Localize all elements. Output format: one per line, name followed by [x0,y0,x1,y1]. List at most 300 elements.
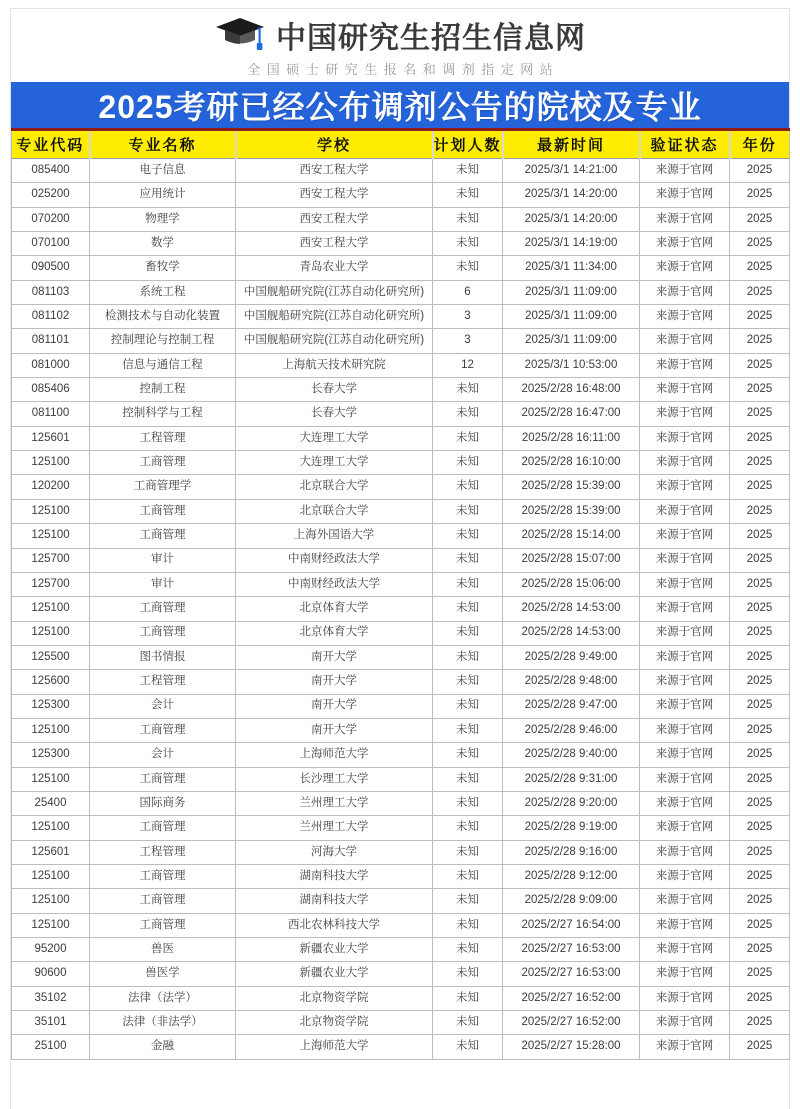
cell-major-code: 070100 [12,232,90,256]
cell-verify-state: 来源于官网 [640,280,730,304]
table-row [12,207,790,231]
table-row [12,159,790,183]
cell-year: 2025 [730,256,790,280]
cell-plan-count: 未知 [433,938,503,962]
cell-major-code: 085400 [12,159,90,183]
cell-major-code: 070200 [12,207,90,231]
cell-year: 2025 [730,864,790,888]
col-header-major-code: 专业代码 [12,130,90,159]
cell-major-code: 125500 [12,645,90,669]
cell-plan-count: 未知 [433,232,503,256]
table-row [12,1035,790,1059]
cell-major-code: 125100 [12,597,90,621]
cell-verify-state: 来源于官网 [640,256,730,280]
cell-major-code: 25100 [12,1035,90,1059]
cell-plan-count: 未知 [433,962,503,986]
cell-latest-time: 2025/3/1 11:34:00 [503,256,640,280]
cell-verify-state: 来源于官网 [640,840,730,864]
cell-latest-time: 2025/2/28 16:48:00 [503,378,640,402]
table-row [12,962,790,986]
table-row [12,256,790,280]
cell-year: 2025 [730,694,790,718]
table-row [12,767,790,791]
cell-year: 2025 [730,840,790,864]
cell-year: 2025 [730,913,790,937]
cell-verify-state: 来源于官网 [640,207,730,231]
cell-plan-count: 未知 [433,791,503,815]
cell-plan-count: 未知 [433,864,503,888]
cell-verify-state: 来源于官网 [640,718,730,742]
cell-plan-count: 未知 [433,572,503,596]
cell-year: 2025 [730,548,790,572]
cell-school: 北京体育大学 [236,621,433,645]
cell-plan-count: 未知 [433,451,503,475]
cell-verify-state: 来源于官网 [640,767,730,791]
cell-major-name: 金融 [90,1035,236,1059]
cell-year: 2025 [730,743,790,767]
cell-school: 长春大学 [236,378,433,402]
cell-school: 北京联合大学 [236,475,433,499]
col-header-school: 学校 [236,130,433,159]
cell-plan-count: 未知 [433,256,503,280]
cell-school: 长沙理工大学 [236,767,433,791]
table-header-row [12,130,790,159]
cell-verify-state: 来源于官网 [640,791,730,815]
cell-major-name: 物理学 [90,207,236,231]
cell-major-code: 085406 [12,378,90,402]
cell-latest-time: 2025/2/28 9:47:00 [503,694,640,718]
cell-major-code: 125300 [12,743,90,767]
cell-plan-count: 未知 [433,913,503,937]
cell-major-name: 信息与通信工程 [90,353,236,377]
col-header-latest-time: 最新时间 [503,130,640,159]
cell-school: 大连理工大学 [236,426,433,450]
cell-latest-time: 2025/2/28 15:07:00 [503,548,640,572]
cell-plan-count: 3 [433,305,503,329]
cell-latest-time: 2025/2/28 9:49:00 [503,645,640,669]
cell-verify-state: 来源于官网 [640,159,730,183]
cell-major-code: 95200 [12,938,90,962]
graduation-cap-icon [214,16,266,56]
col-header-major-name: 专业名称 [90,130,236,159]
table-row [12,645,790,669]
cell-major-code: 025200 [12,183,90,207]
cell-verify-state: 来源于官网 [640,524,730,548]
cell-latest-time: 2025/2/27 16:54:00 [503,913,640,937]
cell-major-name: 工商管理 [90,816,236,840]
table-row [12,524,790,548]
cell-latest-time: 2025/2/28 9:40:00 [503,743,640,767]
cell-major-name: 工商管理 [90,524,236,548]
cell-year: 2025 [730,280,790,304]
cell-major-code: 090500 [12,256,90,280]
table-row [12,232,790,256]
cell-school: 北京联合大学 [236,499,433,523]
cell-latest-time: 2025/2/28 16:11:00 [503,426,640,450]
cell-major-name: 法律（非法学） [90,1011,236,1035]
cell-verify-state: 来源于官网 [640,986,730,1010]
cell-verify-state: 来源于官网 [640,913,730,937]
cell-school: 湖南科技大学 [236,889,433,913]
cell-plan-count: 未知 [433,670,503,694]
cell-year: 2025 [730,816,790,840]
cell-major-name: 工商管理 [90,451,236,475]
cell-school: 兰州理工大学 [236,816,433,840]
cell-major-name: 图书情报 [90,645,236,669]
cell-major-name: 工商管理 [90,597,236,621]
cell-major-code: 125100 [12,864,90,888]
cell-plan-count: 未知 [433,378,503,402]
cell-verify-state: 来源于官网 [640,670,730,694]
cell-major-code: 125700 [12,548,90,572]
table-row [12,499,790,523]
cell-plan-count: 未知 [433,159,503,183]
cell-major-code: 125601 [12,840,90,864]
site-header [11,9,789,82]
cell-school: 中国舰船研究院(江苏自动化研究所) [236,305,433,329]
cell-school: 中国舰船研究院(江苏自动化研究所) [236,280,433,304]
cell-latest-time: 2025/2/28 15:39:00 [503,475,640,499]
table-row [12,329,790,353]
cell-school: 湖南科技大学 [236,864,433,888]
cell-major-name: 工商管理 [90,913,236,937]
cell-major-code: 125100 [12,524,90,548]
table-row [12,743,790,767]
cell-year: 2025 [730,572,790,596]
cell-verify-state: 来源于官网 [640,378,730,402]
cell-plan-count: 未知 [433,816,503,840]
cell-year: 2025 [730,451,790,475]
cell-verify-state: 来源于官网 [640,499,730,523]
table-row [12,402,790,426]
table-row [12,913,790,937]
cell-major-name: 工程管理 [90,426,236,450]
cell-major-name: 工商管理 [90,621,236,645]
cell-school: 北京物资学院 [236,1011,433,1035]
cell-major-name: 兽医学 [90,962,236,986]
cell-plan-count: 未知 [433,986,503,1010]
cell-major-name: 工商管理 [90,889,236,913]
cell-major-name: 电子信息 [90,159,236,183]
cell-year: 2025 [730,962,790,986]
cell-major-code: 081101 [12,329,90,353]
cell-major-name: 工商管理 [90,767,236,791]
cell-verify-state: 来源于官网 [640,694,730,718]
cell-latest-time: 2025/3/1 14:19:00 [503,232,640,256]
cell-major-name: 畜牧学 [90,256,236,280]
cell-school: 西安工程大学 [236,159,433,183]
cell-plan-count: 未知 [433,402,503,426]
cell-major-name: 会计 [90,743,236,767]
cell-major-code: 120200 [12,475,90,499]
cell-latest-time: 2025/3/1 14:21:00 [503,159,640,183]
cell-major-name: 检测技术与自动化装置 [90,305,236,329]
col-header-year: 年份 [730,130,790,159]
cell-major-code: 081100 [12,402,90,426]
site-logo [214,20,586,56]
cell-year: 2025 [730,353,790,377]
cell-latest-time: 2025/2/28 9:48:00 [503,670,640,694]
cell-major-name: 工程管理 [90,840,236,864]
cell-verify-state: 来源于官网 [640,864,730,888]
cell-major-code: 125100 [12,889,90,913]
cell-major-name: 控制工程 [90,378,236,402]
table-row [12,864,790,888]
cell-school: 青岛农业大学 [236,256,433,280]
cell-latest-time: 2025/3/1 11:09:00 [503,280,640,304]
cell-latest-time: 2025/2/27 15:28:00 [503,1035,640,1059]
cell-year: 2025 [730,767,790,791]
cell-year: 2025 [730,986,790,1010]
cell-verify-state: 来源于官网 [640,548,730,572]
cell-school: 西安工程大学 [236,232,433,256]
table-row [12,694,790,718]
col-header-verify-state: 验证状态 [640,130,730,159]
cell-year: 2025 [730,645,790,669]
cell-school: 上海师范大学 [236,743,433,767]
cell-plan-count: 未知 [433,645,503,669]
cell-latest-time: 2025/2/27 16:52:00 [503,1011,640,1035]
cell-major-code: 125600 [12,670,90,694]
cell-latest-time: 2025/2/28 14:53:00 [503,597,640,621]
cell-plan-count: 未知 [433,718,503,742]
cell-school: 北京物资学院 [236,986,433,1010]
cell-verify-state: 来源于官网 [640,889,730,913]
cell-verify-state: 来源于官网 [640,451,730,475]
cell-school: 兰州理工大学 [236,791,433,815]
cell-plan-count: 未知 [433,597,503,621]
cell-plan-count: 12 [433,353,503,377]
cell-year: 2025 [730,426,790,450]
banner-title: 2025考研已经公布调剂公告的院校及专业 [98,89,702,125]
cell-major-code: 081000 [12,353,90,377]
cell-latest-time: 2025/2/28 15:39:00 [503,499,640,523]
cell-verify-state: 来源于官网 [640,475,730,499]
cell-latest-time: 2025/2/28 15:14:00 [503,524,640,548]
cell-year: 2025 [730,402,790,426]
table-row [12,305,790,329]
cell-school: 南开大学 [236,645,433,669]
cell-latest-time: 2025/3/1 11:09:00 [503,329,640,353]
table-row [12,621,790,645]
table-row [12,548,790,572]
cell-latest-time: 2025/2/28 9:16:00 [503,840,640,864]
cell-major-code: 081102 [12,305,90,329]
cell-year: 2025 [730,791,790,815]
cell-year: 2025 [730,938,790,962]
cell-major-code: 081103 [12,280,90,304]
adjustment-table-wrap [11,128,789,1060]
cell-school: 河海大学 [236,840,433,864]
cell-major-name: 工商管理 [90,499,236,523]
cell-major-name: 法律（法学） [90,986,236,1010]
cell-verify-state: 来源于官网 [640,426,730,450]
cell-plan-count: 未知 [433,183,503,207]
cell-latest-time: 2025/3/1 14:20:00 [503,207,640,231]
cell-verify-state: 来源于官网 [640,305,730,329]
page-card [10,8,790,1109]
cell-verify-state: 来源于官网 [640,1011,730,1035]
cell-plan-count: 未知 [433,840,503,864]
cell-major-name: 国际商务 [90,791,236,815]
cell-year: 2025 [730,621,790,645]
cell-verify-state: 来源于官网 [640,743,730,767]
cell-school: 南开大学 [236,718,433,742]
table-row [12,597,790,621]
cell-major-name: 工商管理 [90,864,236,888]
cell-major-code: 125100 [12,499,90,523]
cell-major-code: 125100 [12,621,90,645]
table-row [12,840,790,864]
cell-year: 2025 [730,232,790,256]
cell-year: 2025 [730,670,790,694]
cell-school: 西北农林科技大学 [236,913,433,937]
table-row [12,475,790,499]
cell-latest-time: 2025/2/28 9:31:00 [503,767,640,791]
cell-latest-time: 2025/2/28 15:06:00 [503,572,640,596]
table-row [12,183,790,207]
cell-major-name: 数学 [90,232,236,256]
table-row [12,889,790,913]
cell-plan-count: 未知 [433,1035,503,1059]
cell-major-code: 125300 [12,694,90,718]
cell-year: 2025 [730,159,790,183]
cell-major-name: 系统工程 [90,280,236,304]
cell-year: 2025 [730,597,790,621]
table-row [12,816,790,840]
cell-plan-count: 未知 [433,694,503,718]
cell-major-name: 审计 [90,572,236,596]
cell-major-name: 应用统计 [90,183,236,207]
cell-plan-count: 未知 [433,889,503,913]
cell-major-code: 125601 [12,426,90,450]
cell-latest-time: 2025/3/1 10:53:00 [503,353,640,377]
cell-latest-time: 2025/3/1 14:20:00 [503,183,640,207]
cell-plan-count: 3 [433,329,503,353]
cell-major-name: 控制科学与工程 [90,402,236,426]
cell-school: 西安工程大学 [236,183,433,207]
adjustment-table [11,128,790,1060]
cell-year: 2025 [730,1011,790,1035]
cell-year: 2025 [730,305,790,329]
cell-latest-time: 2025/2/28 16:47:00 [503,402,640,426]
cell-school: 中南财经政法大学 [236,548,433,572]
cell-year: 2025 [730,183,790,207]
cell-latest-time: 2025/2/28 14:53:00 [503,621,640,645]
cell-plan-count: 未知 [433,426,503,450]
cell-verify-state: 来源于官网 [640,938,730,962]
cell-school: 中南财经政法大学 [236,572,433,596]
table-row [12,280,790,304]
cell-latest-time: 2025/2/28 9:20:00 [503,791,640,815]
cell-school: 中国舰船研究院(江苏自动化研究所) [236,329,433,353]
cell-verify-state: 来源于官网 [640,232,730,256]
cell-verify-state: 来源于官网 [640,402,730,426]
table-row [12,791,790,815]
cell-school: 南开大学 [236,694,433,718]
table-row [12,670,790,694]
cell-verify-state: 来源于官网 [640,329,730,353]
cell-latest-time: 2025/2/27 16:53:00 [503,938,640,962]
cell-year: 2025 [730,718,790,742]
cell-verify-state: 来源于官网 [640,621,730,645]
cell-plan-count: 未知 [433,499,503,523]
cell-school: 上海师范大学 [236,1035,433,1059]
table-row [12,378,790,402]
cell-plan-count: 未知 [433,207,503,231]
cell-major-code: 35102 [12,986,90,1010]
cell-major-code: 125100 [12,913,90,937]
cell-latest-time: 2025/2/27 16:52:00 [503,986,640,1010]
table-row [12,718,790,742]
cell-year: 2025 [730,524,790,548]
cell-verify-state: 来源于官网 [640,962,730,986]
cell-school: 大连理工大学 [236,451,433,475]
cell-plan-count: 未知 [433,621,503,645]
cell-latest-time: 2025/3/1 11:09:00 [503,305,640,329]
cell-year: 2025 [730,378,790,402]
cell-plan-count: 未知 [433,767,503,791]
cell-verify-state: 来源于官网 [640,645,730,669]
site-tagline: 全国硕士研究生报名和调剂指定网站 [247,62,560,77]
cell-major-name: 兽医 [90,938,236,962]
cell-major-code: 125100 [12,816,90,840]
cell-verify-state: 来源于官网 [640,597,730,621]
cell-verify-state: 来源于官网 [640,1035,730,1059]
cell-plan-count: 未知 [433,1011,503,1035]
cell-major-name: 审计 [90,548,236,572]
col-header-plan-count: 计划人数 [433,130,503,159]
cell-year: 2025 [730,1035,790,1059]
cell-major-code: 125100 [12,451,90,475]
cell-verify-state: 来源于官网 [640,183,730,207]
cell-major-name: 工程管理 [90,670,236,694]
cell-major-code: 125100 [12,767,90,791]
cell-school: 上海外国语大学 [236,524,433,548]
cell-major-name: 工商管理 [90,718,236,742]
table-row [12,938,790,962]
cell-latest-time: 2025/2/28 9:09:00 [503,889,640,913]
cell-year: 2025 [730,207,790,231]
cell-verify-state: 来源于官网 [640,353,730,377]
cell-plan-count: 未知 [433,548,503,572]
cell-year: 2025 [730,889,790,913]
cell-major-code: 90600 [12,962,90,986]
cell-school: 新疆农业大学 [236,962,433,986]
cell-school: 上海航天技术研究院 [236,353,433,377]
cell-latest-time: 2025/2/28 9:46:00 [503,718,640,742]
cell-year: 2025 [730,475,790,499]
cell-school: 西安工程大学 [236,207,433,231]
cell-plan-count: 未知 [433,524,503,548]
cell-major-code: 125100 [12,718,90,742]
cell-major-code: 35101 [12,1011,90,1035]
cell-school: 北京体育大学 [236,597,433,621]
cell-school: 长春大学 [236,402,433,426]
cell-year: 2025 [730,329,790,353]
table-row [12,1011,790,1035]
cell-major-name: 工商管理学 [90,475,236,499]
cell-plan-count: 未知 [433,743,503,767]
cell-major-code: 25400 [12,791,90,815]
cell-latest-time: 2025/2/28 9:12:00 [503,864,640,888]
table-body [12,159,790,1060]
banner [11,82,789,128]
cell-plan-count: 未知 [433,475,503,499]
table-row [12,426,790,450]
cell-major-name: 控制理论与控制工程 [90,329,236,353]
table-row [12,451,790,475]
